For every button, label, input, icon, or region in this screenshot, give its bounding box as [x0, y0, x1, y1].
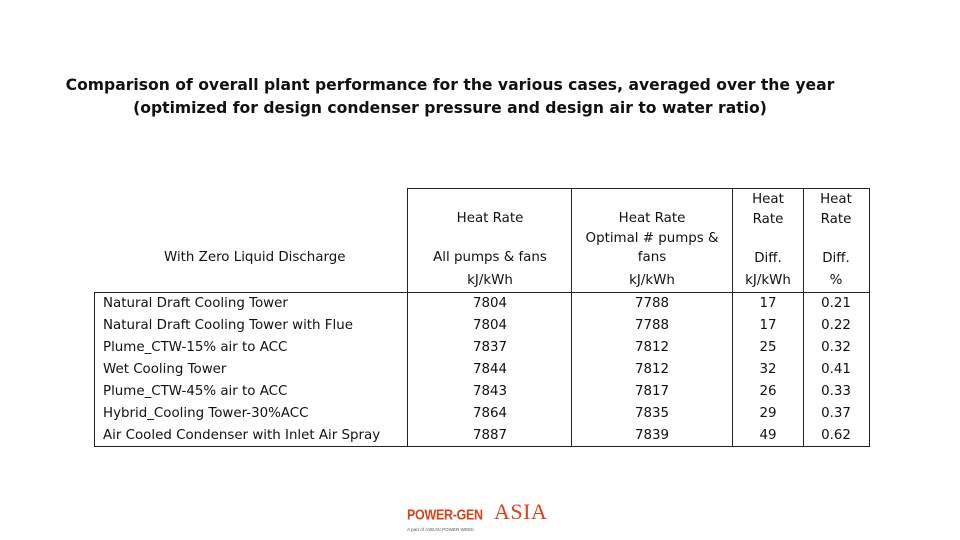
diff-percent: 0.41 [821, 362, 851, 377]
heat-rate-all: 7864 [472, 406, 508, 421]
header-divider [94, 292, 870, 293]
row-label: Wet Cooling Tower [103, 362, 227, 377]
unit-col-4: % [829, 273, 843, 288]
heat-rate-all: 7887 [472, 428, 508, 443]
heat-rate-optimal: 7839 [634, 428, 670, 443]
col-divider-1 [407, 188, 408, 447]
row-label: Natural Draft Cooling Tower [103, 296, 288, 311]
title-line-1: Comparison of overall plant performance for the various cases, averaged over the year [65, 76, 835, 94]
diff-kjkwh: 17 [759, 296, 777, 311]
unit-col-1: kJ/kWh [467, 273, 513, 288]
col-header-diff-percent: Heat Rate Diff. [820, 192, 852, 266]
row-header-label: With Zero Liquid Discharge [164, 250, 346, 265]
diff-percent: 0.62 [821, 428, 851, 443]
col-header-heat-rate-optimal: Heat Rate Optimal # pumps & fans [585, 211, 719, 265]
col-divider-4 [803, 188, 804, 447]
page-title [0, 74, 900, 120]
heat-rate-all: 7843 [472, 384, 508, 399]
heat-rate-optimal: 7835 [634, 406, 670, 421]
unit-col-3: kJ/kWh [745, 273, 791, 288]
diff-kjkwh: 17 [759, 318, 777, 333]
heat-rate-all: 7837 [472, 340, 508, 355]
diff-percent: 0.37 [821, 406, 851, 421]
heat-rate-all: 7844 [472, 362, 508, 377]
heat-rate-optimal: 7812 [634, 362, 670, 377]
heat-rate-all: 7804 [472, 318, 508, 333]
logo-text-accent: ASIA [494, 499, 548, 524]
heat-rate-optimal: 7788 [634, 318, 670, 333]
table-top-border [407, 188, 870, 189]
table-bottom-border [94, 446, 870, 447]
power-gen-asia-logo [407, 501, 557, 537]
diff-kjkwh: 26 [759, 384, 777, 399]
diff-kjkwh: 49 [759, 428, 777, 443]
heat-rate-optimal: 7817 [634, 384, 670, 399]
row-label: Hybrid_Cooling Tower-30%ACC [103, 406, 309, 421]
diff-kjkwh: 29 [759, 406, 777, 421]
heat-rate-optimal: 7788 [634, 296, 670, 311]
row-label: Plume_CTW-15% air to ACC [103, 340, 288, 355]
col-header-heat-rate-all: Heat Rate All pumps & fans [433, 211, 547, 265]
diff-percent: 0.22 [821, 318, 851, 333]
col-divider-3 [732, 188, 733, 447]
row-label: Plume_CTW-45% air to ACC [103, 384, 288, 399]
diff-kjkwh: 32 [759, 362, 777, 377]
table-right-border [869, 188, 870, 447]
diff-percent: 0.33 [821, 384, 851, 399]
heat-rate-all: 7804 [472, 296, 508, 311]
title-line-2: (optimized for design condenser pressure and design air to water ratio) [133, 99, 767, 117]
row-label: Natural Draft Cooling Tower with Flue [103, 318, 353, 333]
diff-percent: 0.21 [821, 296, 851, 311]
row-label: Air Cooled Condenser with Inlet Air Spray [103, 428, 381, 443]
table-left-border [94, 292, 95, 447]
unit-col-2: kJ/kWh [629, 273, 675, 288]
logo-text-main: POWER-GEN [407, 506, 483, 524]
heat-rate-optimal: 7812 [634, 340, 670, 355]
col-header-diff-kjkwh: Heat Rate Diff. [752, 192, 784, 266]
col-divider-2 [571, 188, 572, 447]
logo-tagline: A part of ASEAN POWER WEEK [407, 527, 475, 532]
diff-kjkwh: 25 [759, 340, 777, 355]
performance-table [94, 188, 870, 447]
diff-percent: 0.32 [821, 340, 851, 355]
